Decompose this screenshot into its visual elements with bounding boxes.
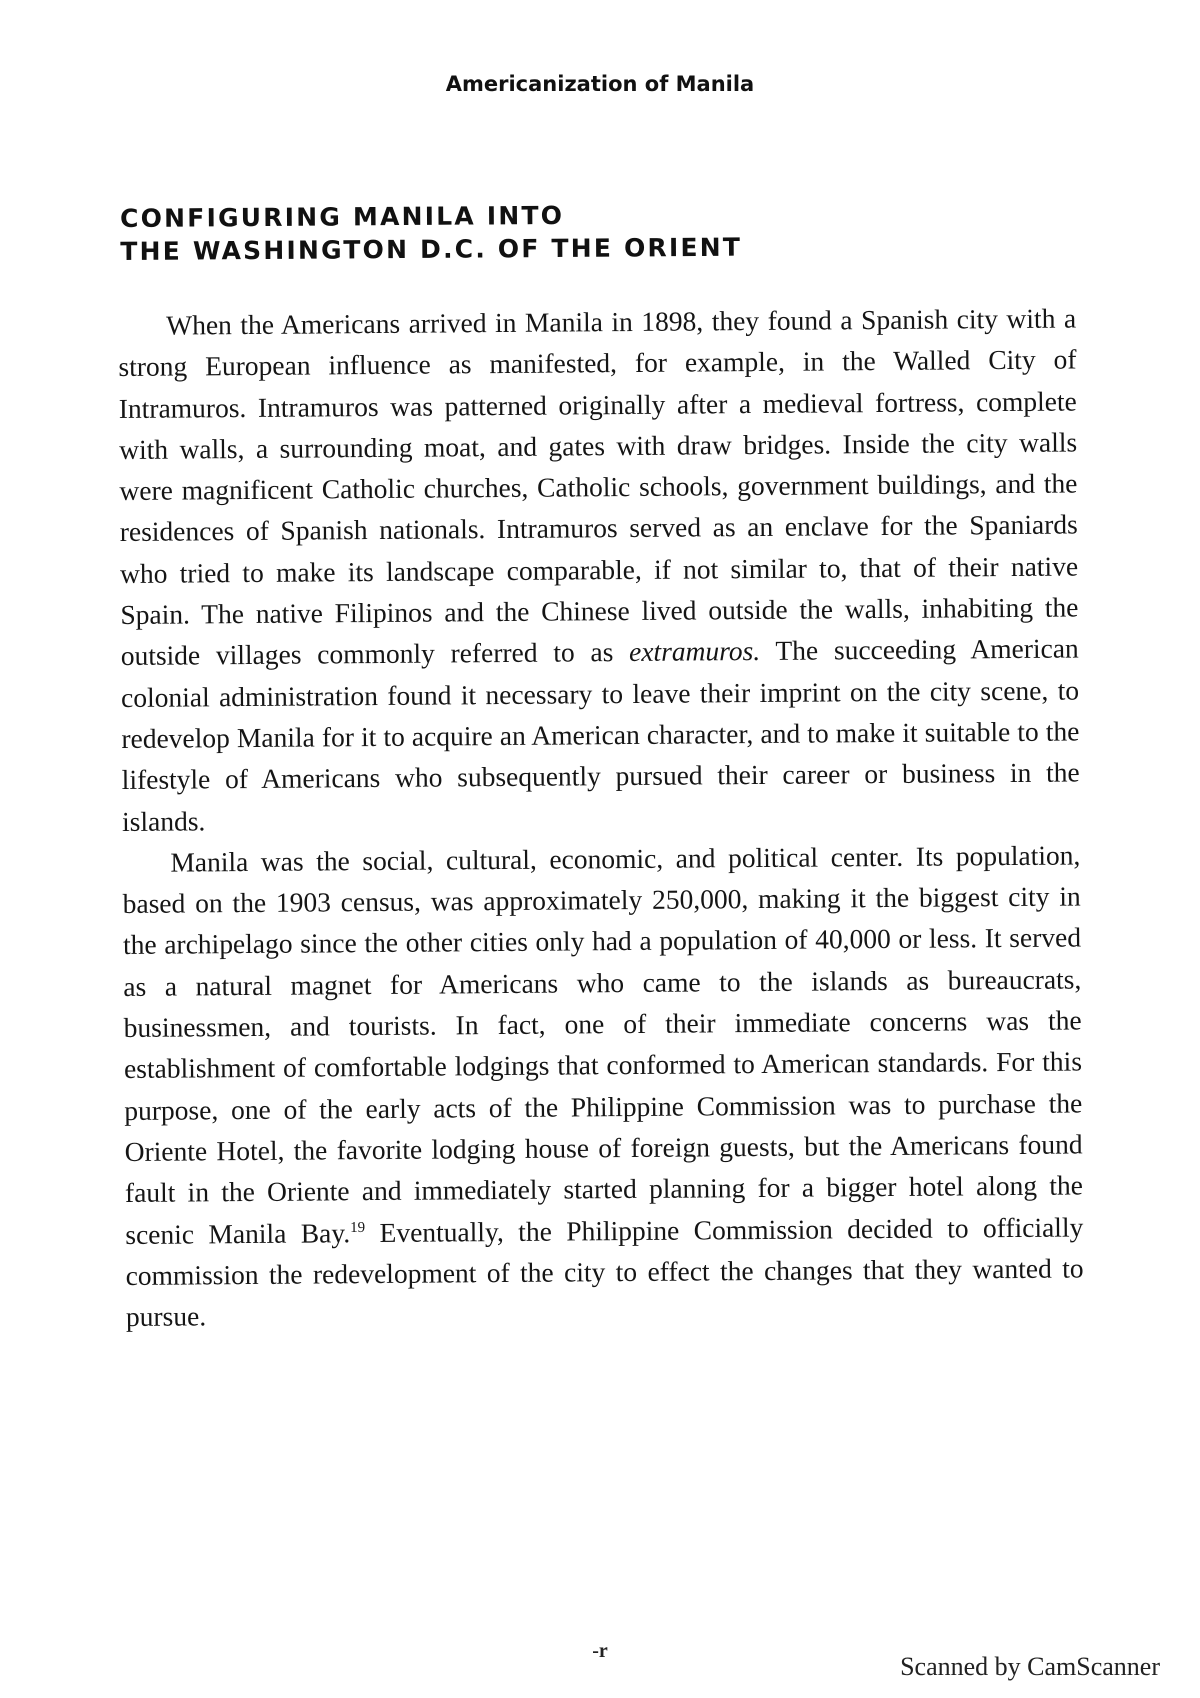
paragraph-1-text-a: When the Americans arrived in Manila in 1898, they found a Spanish city with a strong European influence as manifested, for example, in the Walled City of Intramuros. Intramuros was patterned originally after a medieval fortress, complete with walls, a surrounding moat, and gates with draw bridges. Inside the city walls were magnificent Catholic churches, Catholic schools, government buildings, and the residences of Spanish nationals. Intramuros served as an enclave for the Spaniards who tried to make its landscape comparable, if not similar to, that of their native Spain. The native Filipinos and the Chinese lived outside the walls, inhabiting the outside villages commonly referred to as [118, 302, 1079, 672]
paragraph-2 [122, 834, 1084, 1337]
section-title-line-2: THE WASHINGTON D.C. OF THE ORIENT [120, 232, 743, 266]
paragraph-2-text-b: Eventually, the Philippine Commission decided to officially commission the redevelopment of the city to effect the changes that they wanted to pursue. [125, 1210, 1084, 1333]
section-title [120, 196, 1020, 268]
section-title-line-1: CONFIGURING MANILA INTO [120, 200, 565, 233]
page-number: -r [592, 1640, 608, 1662]
paragraph-2-text-a: Manila was the social, cultural, economic, and political center. Its population, based on the 1903 census, was approximately 250,000, making it the biggest city in the archipelago since the other cities only had a population of 40,000 or less. It served as a natural magnet for Americans who came to the islands as bureaucrats, businessmen, and tourists. In fact, one of their immediate concerns was the establishment of comfortable lodgings that conformed to American standards. For this purpose, one of the early acts of the Philippine Commission was to purchase the Oriente Hotel, the favorite lodging house of foreign guests, but the Americans found fault in the Oriente and immediately started planning for a bigger hotel along the scenic Manila Bay. [122, 839, 1084, 1250]
running-head: Americanization of Manila [445, 72, 755, 96]
footnote-marker: 19 [350, 1219, 366, 1236]
body-text [118, 297, 1084, 1337]
paragraph-1-text-b: The succeeding American colonial administration found it necessary to leave their imprint on the city scene, to redevelop Manila for it to acquire an American character, and to make it suitable to the lifestyle of Americans who subsequently pursued their career or business in the islands. [120, 632, 1080, 837]
paragraph-1-italic-term: extramuros. [628, 635, 761, 668]
scanner-watermark: Scanned by CamScanner [900, 1652, 1160, 1681]
paragraph-1 [118, 297, 1080, 841]
